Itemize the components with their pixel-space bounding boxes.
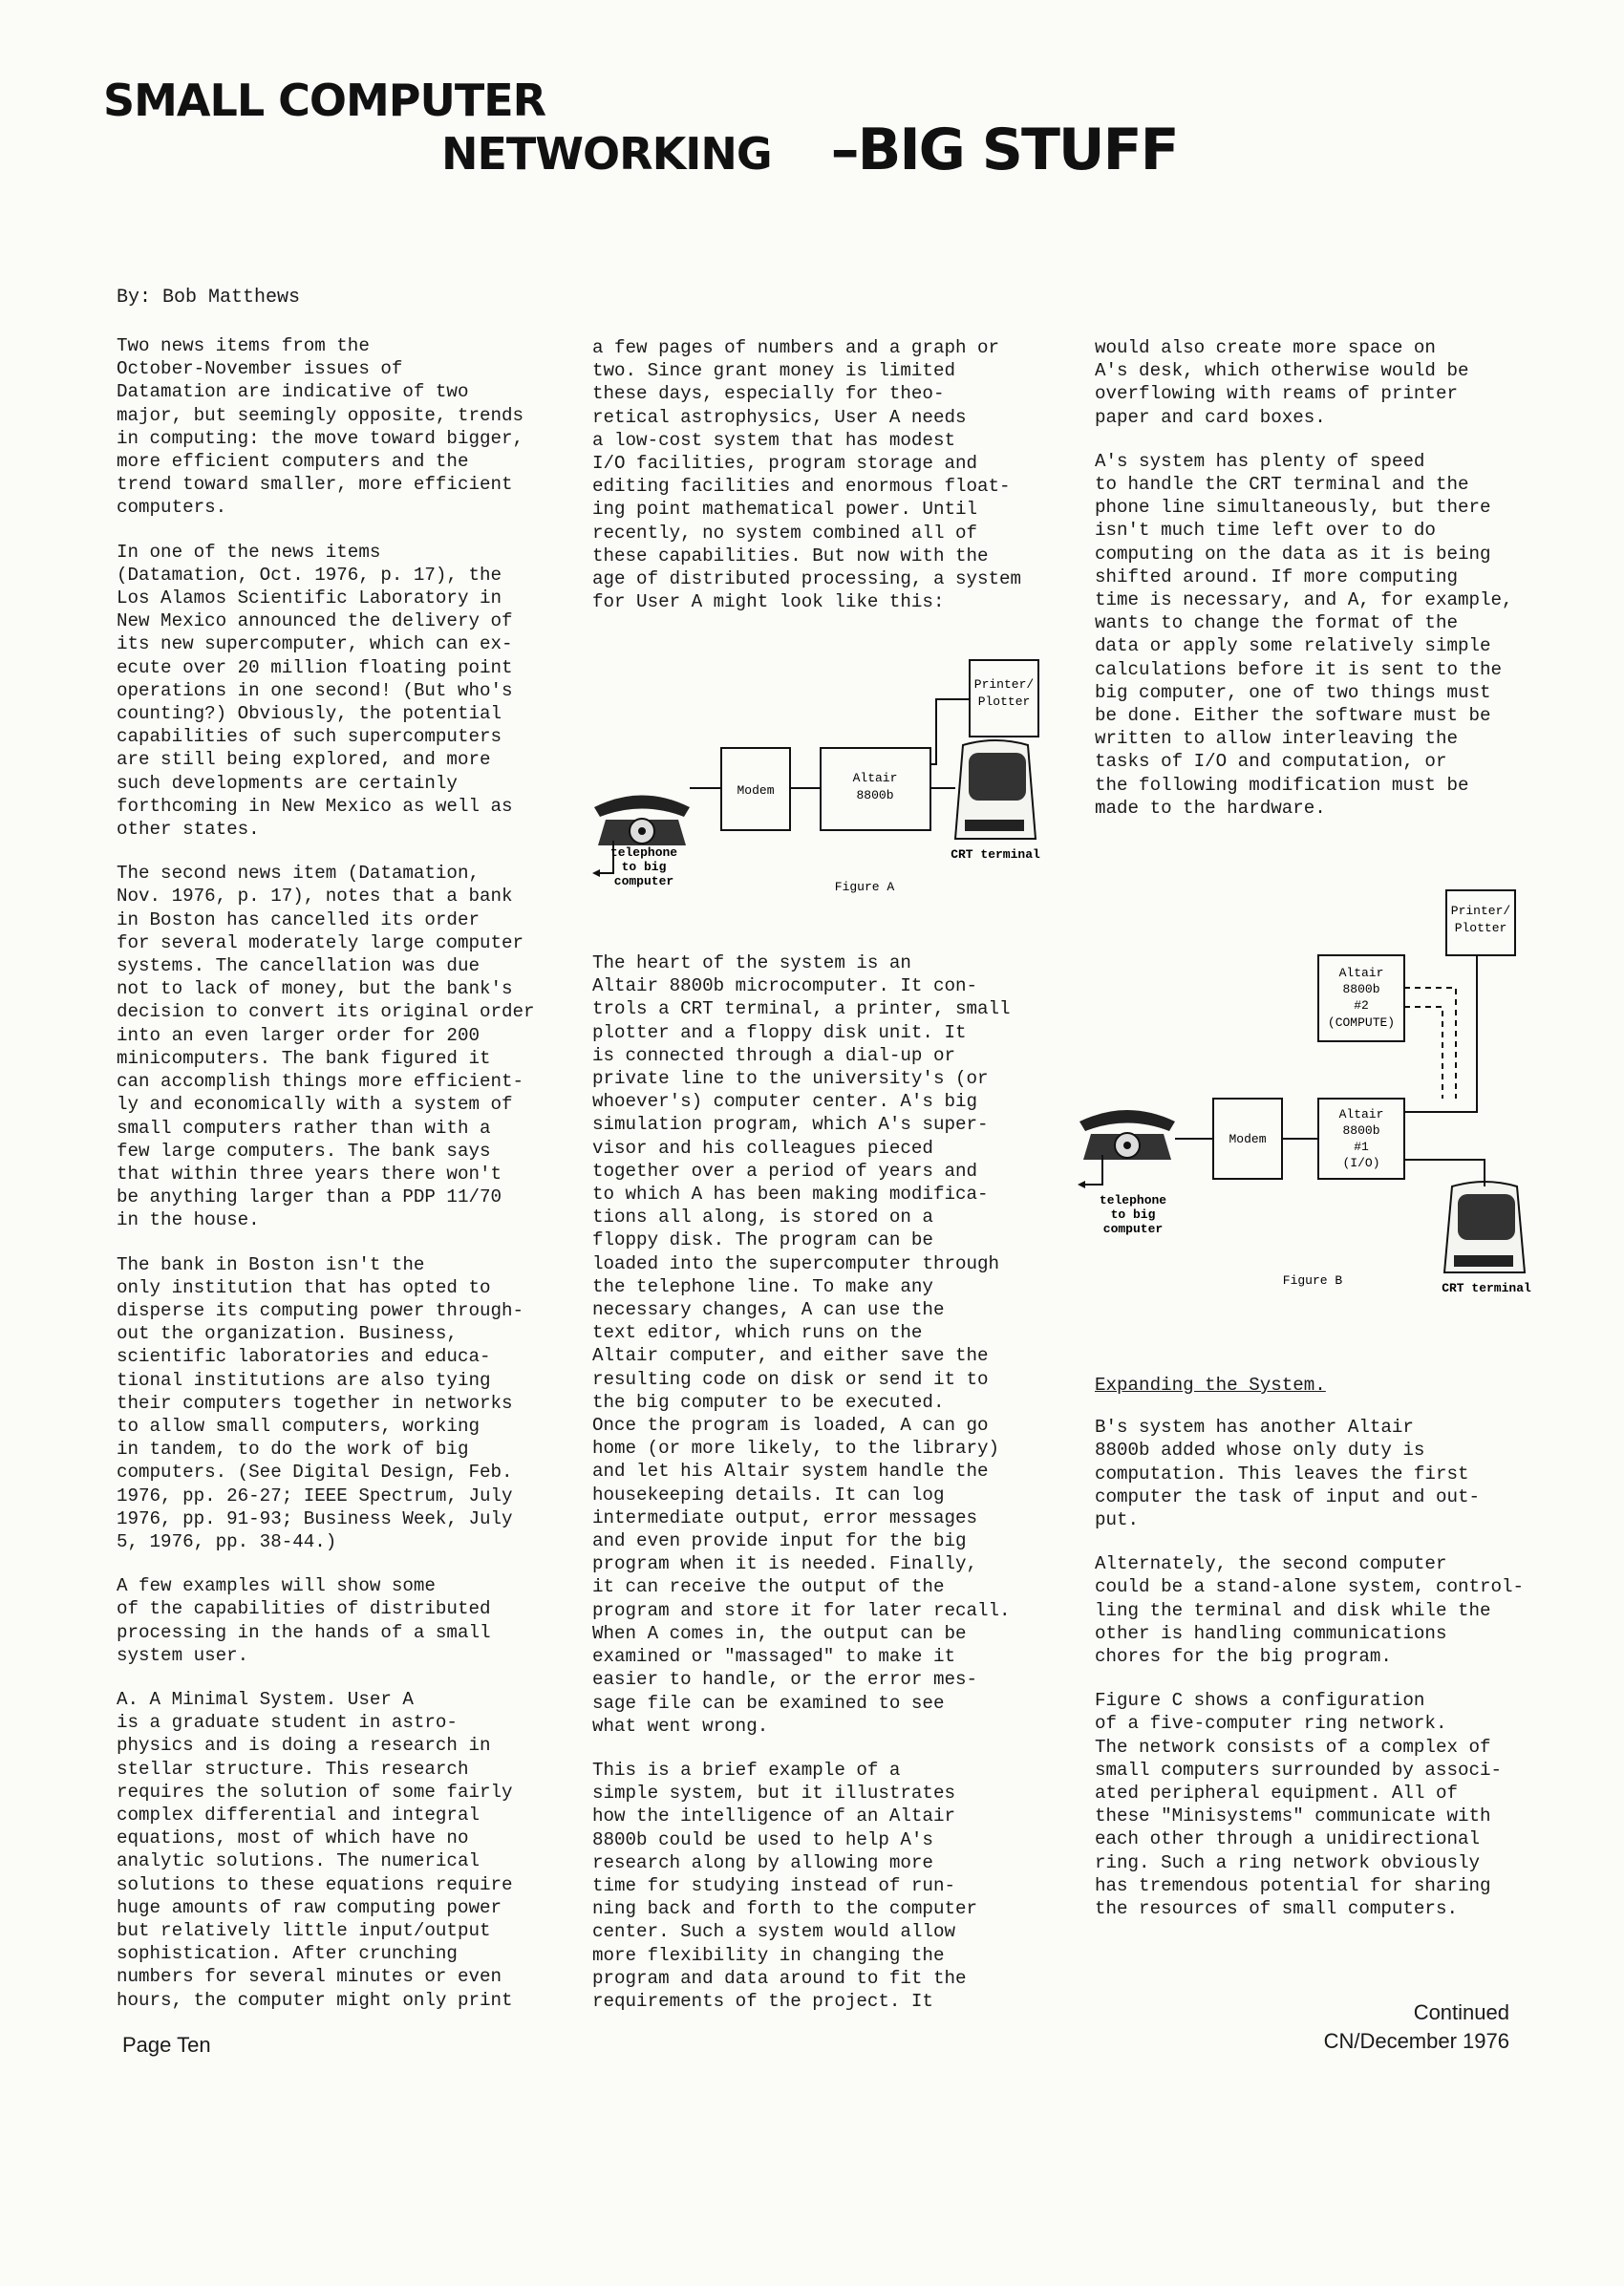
title-networking: NETWORKING: [441, 128, 772, 180]
title-line-2: [441, 117, 1178, 183]
modem-label: Modem: [1229, 1132, 1267, 1146]
crt-caption: CRT terminal: [951, 847, 1040, 862]
altair-1-label-line: Altair: [1338, 1107, 1384, 1122]
page-number: Page Ten: [122, 2033, 211, 2057]
printer-label-line: Printer/: [1450, 904, 1511, 918]
paragraph: a few pages of numbers and a graph or two. Since grant money is limited these days, especially for theo- retical astrophysics, User A needs a low-cost system that has modest I/O facilities, program storage and editing facilities and enormous float- ing point mathematical power. Until recently, no system combined all of these capabilities. But now with the age of distributed processing, a system for User A might look like this:: [592, 337, 1022, 613]
figure-a: [585, 640, 1081, 908]
issue-label: CN/December 1976: [1323, 2029, 1509, 2053]
paragraph: The second news item (Datamation, Nov. 1976, p. 17), notes that a bank in Boston has cancelled its order for several moderately large computer systems. The cancellation was due not to lack of money, but the bank's decision to convert its original order into an even larger order for 200 minicomputers. The bank figured it can accomplish things more efficient- ly and economically with a system of small computers rather than with a few large computers. The bank says that within three years there won't be anything larger than a PDP 11/70 in the house.: [117, 863, 535, 1231]
paragraph: The heart of the system is an Altair 8800b microcomputer. It con- trols a CRT terminal, a printer, small plotter and a floppy disk unit. It is connected through a dial-up or private line to the university's (or whoever's) computer center. A's big simulation program, which A's super- visor and his colleagues pieced together over a period of years and to which A has been making modifica- tions all along, is stored on a floppy disk. The program can be loaded into the supercomputer through the telephone line. To make any necessary changes, A can use the text editor, which runs on the Altair computer, and either save the resulting code on disk or send it to the big computer to be executed. Once the program is loaded, A can go home (or more likely, to the library) and let his Altair system handle the housekeeping details. It can log intermediate output, error messages and even provide input for the big program when it is needed. Finally, it can receive the output of the program and store it for later recall. When A comes in, the output can be examined or "massaged" to make it easier to handle, or the error mes- sage file can be examined to see what went wrong.: [592, 952, 1011, 1737]
crt-terminal-icon: [955, 740, 1036, 839]
byline: By: Bob Matthews: [117, 287, 301, 309]
telephone-caption-line: telephone: [1099, 1193, 1167, 1207]
telephone-icon: [1079, 1110, 1175, 1160]
crt-terminal-icon: [1444, 1182, 1525, 1272]
altair-1-label-line: (I/O): [1342, 1156, 1380, 1170]
figure-b: [1074, 883, 1551, 1303]
altair-2-label-line: Altair: [1338, 966, 1384, 980]
altair-label-line: Altair: [852, 771, 898, 785]
figure-a-caption: Figure A: [834, 880, 895, 894]
figure-b-diagram: [1074, 883, 1551, 1303]
altair-1-label-line: #1: [1354, 1140, 1369, 1154]
telephone-caption-line: computer: [1102, 1222, 1164, 1236]
paragraph: Figure C shows a configuration of a five-computer ring network. The network consists of a complex of small computers surrounded by associ- ated peripheral equipment. All of these "Minisystems" communicate with each other through a unidirectional ring. Such a ring network obviously has tremendous potential for sharing the resources of small computers.: [1095, 1690, 1503, 1920]
paragraph: The bank in Boston isn't the only institution that has opted to disperse its computing power through- out the organization. Business, scientific laboratories and educa- tional institutions are also tying their computers together in networks to allow small computers, working in tandem, to do the work of big computers. (See Digital Design, Feb. 1976, pp. 26-27; IEEE Spectrum, July 1976, pp. 91-93; Business Week, July 5, 1976, pp. 38-44.): [117, 1253, 524, 1552]
title-big-stuff: –BIG STUFF: [830, 117, 1178, 183]
column-1: [117, 334, 566, 2012]
paragraph: Alternately, the second computer could be a stand-alone system, control- ling the terminal and disk while the other is handling communications chores for the big program.: [1095, 1553, 1525, 1668]
paragraph: would also create more space on A's desk, which otherwise would be overflowing with reams of printer paper and card boxes.: [1095, 337, 1469, 428]
title-line-1: SMALL COMPUTER: [103, 75, 546, 126]
telephone-caption-line: to big: [621, 860, 667, 874]
section-heading: Expanding the System.: [1095, 1375, 1326, 1396]
crt-caption: CRT terminal: [1442, 1281, 1531, 1295]
altair-2-label-line: (COMPUTE): [1327, 1015, 1396, 1030]
paragraph: A's system has plenty of speed to handle the CRT terminal and the phone line simultaneously, but there isn't much time left over to do computing on the data as it is being shifted around. If more computing time is necessary, and A, for example, wants to change the format of the data or apply some relatively simple calculations before it is sent to the big computer, one of two things must be done. Either the software must be written to allow interleaving the tasks of I/O and computation, or the following modification must be made to the hardware.: [1095, 450, 1513, 819]
column-3-top: [1095, 336, 1544, 820]
figure-b-caption: Figure B: [1282, 1273, 1343, 1288]
altair-2-label-line: 8800b: [1342, 982, 1380, 996]
paragraph: A few examples will show some of the capabilities of distributed processing in the hands of a small system user.: [117, 1575, 491, 1666]
figure-a-diagram: [585, 640, 1081, 908]
footer-right: [1324, 1998, 1509, 2056]
column-3-bottom: [1095, 1374, 1544, 1920]
modem-label: Modem: [737, 783, 775, 798]
paragraph: A. A Minimal System. User A is a graduate student in astro- physics and is doing a research in stellar structure. This research requires the solution of some fairly complex differential and integral equations, most of which have no analytic solutions. The numerical solutions to these equations require huge amounts of raw computing power but relatively little input/output sophistication. After crunching numbers for several minutes or even hours, the computer might only print: [117, 1688, 513, 2011]
column-2-bottom: [592, 951, 1041, 2013]
paragraph: Two news items from the October-November issues of Datamation are indicative of two major, but seemingly opposite, trends in computing: the move toward bigger, more efficient computers and the trend toward smaller, more efficient computers.: [117, 335, 524, 519]
telephone-caption-line: computer: [613, 874, 674, 888]
printer-label-line: Printer/: [973, 677, 1035, 692]
telephone-caption-line: telephone: [609, 845, 678, 860]
paragraph: This is a brief example of a simple system, but it illustrates how the intelligence of an Altair 8800b could be used to help A's research along by allowing more time for studying instead of run- ning back and forth to the computer center. Such a system would allow more flexibility in changing the program and data around to fit the requirements of the project. It: [592, 1759, 978, 2012]
altair-2-label-line: #2: [1354, 998, 1369, 1013]
continued-label: Continued: [1413, 2000, 1509, 2024]
printer-label-line: Plotter: [1454, 921, 1507, 935]
column-2-top: [592, 336, 1041, 613]
paragraph: B's system has another Altair 8800b added whose only duty is computation. This leaves the first computer the task of input and out- put.: [1095, 1417, 1481, 1531]
paragraph: In one of the news items (Datamation, Oct. 1976, p. 17), the Los Alamos Scientific Laboratory in New Mexico announced the delivery of its new supercomputer, which can ex- ecute over 20 million floating point operations in one second! (But who's counting?) Obviously, the potential capabilities of such supercomputers are still being explored, and more such developments are certainly forthcoming in New Mexico as well as other states.: [117, 541, 513, 841]
altair-label-line: 8800b: [856, 788, 894, 802]
telephone-icon: [594, 796, 690, 846]
printer-label-line: Plotter: [977, 694, 1031, 709]
altair-1-label-line: 8800b: [1342, 1123, 1380, 1138]
telephone-caption-line: to big: [1110, 1207, 1156, 1222]
